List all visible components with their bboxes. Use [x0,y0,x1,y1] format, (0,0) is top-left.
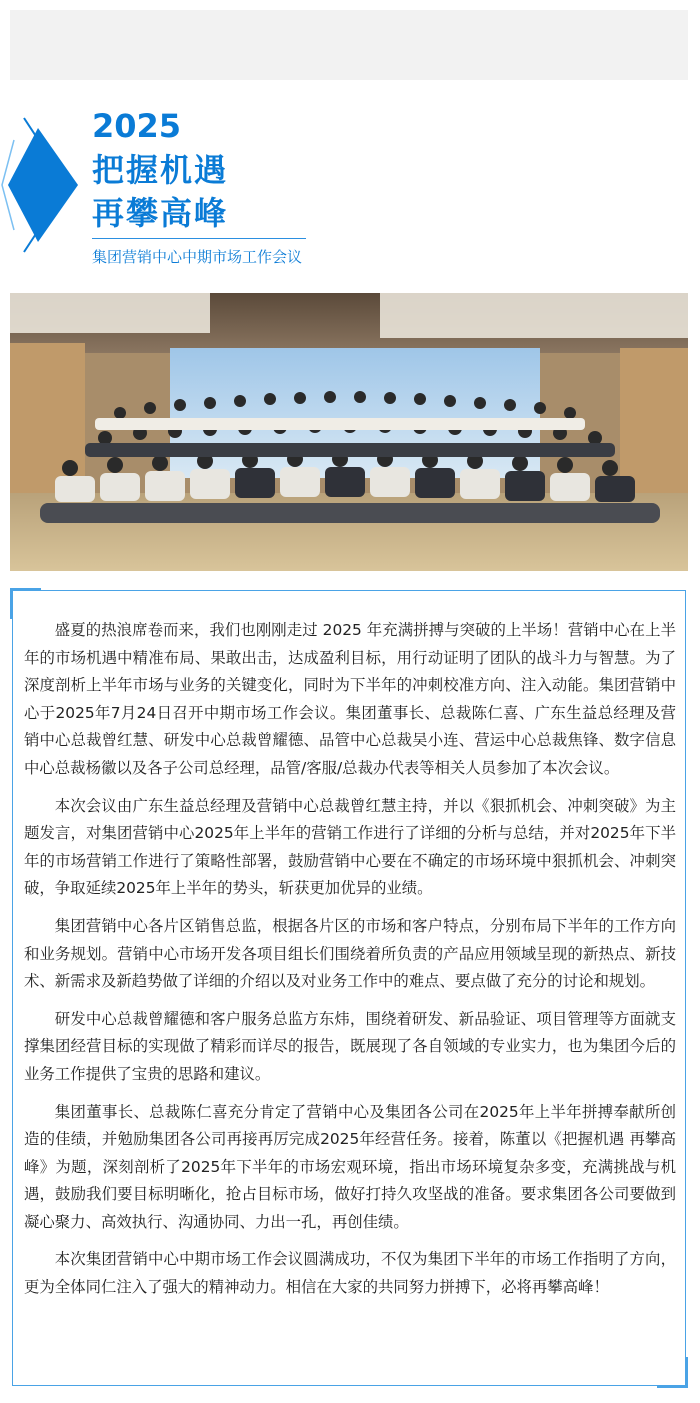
title-line-1: 把握机遇 [92,151,229,189]
subtitle: 集团营销中心中期市场工作会议 [92,248,303,266]
title-year: 2025 [92,107,182,145]
article-box [12,590,686,1386]
paragraph-6: 本次集团营销中心中期市场工作会议圆满成功，不仅为集团下半年的市场工作指明了方向，更为全体同仁注入了强大的精神动力。相信在大家的共同努力拼搏下，必将再攀高峰！ [24,1250,676,1297]
title-divider [92,238,306,239]
paragraph-5: 集团董事长、总裁陈仁喜充分肯定了营销中心及集团各公司在2025年上半年拼搏奉献所创造的佳绩，并勉励集团各公司再接再厉完成2025年经营任务。接着，陈董以《把握机遇 再攀高峰》为题，深刻剖析了2025年下半年的市场宏观环境，指出市场环境复杂多变，充满挑战与机遇，鼓励我们要目标明晰化，抢占目标市场，做好打持久攻坚战的准备。要求集团各公司要做到凝心聚力、高效执行、沟通协同、力出一孔，再创佳绩。 [24,1102,676,1231]
header [0,100,700,280]
diamond-decoration-icon [0,110,90,260]
group-photo [10,293,688,571]
paragraph-2: 本次会议由广东生益总经理及营销中心总裁曾红慧主持，并以《狠抓机会、冲刺突破》为主题发言，对集团营销中心2025年上半年的营销工作进行了详细的分析与总结，并对2025年下半年的市场营销工作进行了策略性部署，鼓励营销中心要在不确定的市场环境中狠抓机会、冲刺突破，争取延续2025年上半年的势头，斩获更加优异的业绩。 [24,796,676,898]
article-body [24,617,676,1312]
title-line-2: 再攀高峰 [92,194,229,232]
paragraph-1: 盛夏的热浪席卷而来，我们也刚刚走过 2025 年充满拼搏与突破的上半场！营销中心在上半年的市场机遇中精准布局、果敢出击，达成盈利目标，用行动证明了团队的战斗力与智慧。为了深度剖析上半年市场与业务的关键变化，同时为下半年的冲刺校准方向、注入动能。集团营销中心于2025年7月24日召开中期市场工作会议。集团董事长、总裁陈仁喜、广东生益总经理及营销中心总裁曾红慧、研发中心总裁曾耀德、品管中心总裁吴小连、营运中心总裁焦锋、数字信息中心总裁杨徽以及各子公司总经理，品管/客服/总裁办代表等相关人员参加了本次会议。 [24,621,676,777]
corner-decoration [657,1357,688,1388]
corner-decoration [10,588,41,619]
paragraph-3: 集团营销中心各片区销售总监，根据各片区的市场和客户特点，分别布局下半年的工作方向和业务规划。营销中心市场开发各项目组长们围绕着所负责的产品应用领域呈现的新热点、新技术、新需求及新趋势做了详细的介绍以及对业务工作中的难点、要点做了充分的讨论和规划。 [24,916,676,991]
paragraph-4: 研发中心总裁曾耀德和客户服务总监方东炜，围绕着研发、新品验证、项目管理等方面就支撑集团经营目标的实现做了精彩而详尽的报告，既展现了各自领域的专业实力，也为集团今后的业务工作提供了宝贵的思路和建议。 [24,1009,676,1083]
group-photo-image [10,293,688,571]
top-banner [10,10,688,80]
